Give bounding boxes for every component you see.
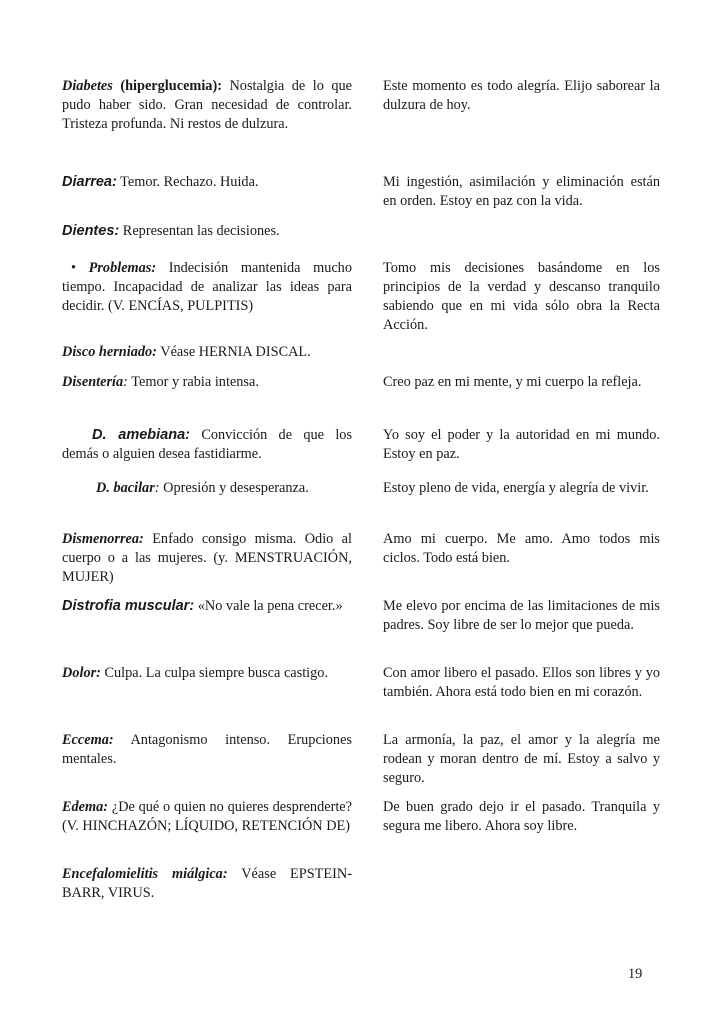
entry-cause-text: Véase EPSTEIN-BARR, VIRUS.: [62, 866, 353, 901]
entry-term: Distrofia muscular:: [62, 598, 195, 614]
entry-cause-text: Convicción de que los demás o alguien desea fastidiarme.: [62, 427, 353, 462]
entry-term: D. bacilar: [96, 480, 155, 496]
entry-term: Disentería: [62, 374, 124, 390]
entry-cause: [62, 222, 382, 241]
entry-cause-text: Culpa. La culpa siempre busca castigo.: [104, 665, 329, 681]
entry-term: Edema:: [62, 799, 109, 815]
entry-cause: [62, 731, 352, 769]
entry-term-colon: :: [123, 374, 128, 390]
entry-affirmation: Amo mi cuerpo. Me amo. Amo todos mis ciclos. Todo está bien.: [383, 531, 660, 566]
entry-term: Diabetes: [62, 78, 113, 94]
entry-cause-text: Temor. Rechazo. Huida.: [120, 174, 259, 190]
entry-cause: [62, 798, 352, 836]
entry-term: Problemas:: [88, 260, 157, 276]
entry-affirmation: La armonía, la paz, el amor y la alegría me rodean y moran dentro de mí. Estoy a salvo y seguro.: [383, 732, 660, 786]
entry-term-colon: :: [154, 480, 160, 496]
entry-affirmation: Tomo mis decisiones basándome en los principios de la verdad y descanso tranquilo sabiendo que en mi vida sólo obra la Recta Acción.: [383, 260, 660, 333]
entry-term: Dientes:: [62, 223, 120, 239]
entry-term: Encefalomielitis miálgica:: [62, 866, 228, 882]
entry-term: D. amebiana:: [92, 427, 190, 443]
entry-cause: [62, 77, 352, 134]
entry-affirmation: Estoy pleno de vida, energía y alegría de vivir.: [383, 480, 649, 496]
bullet-icon: •: [71, 260, 77, 276]
entry-cause-text: Enfado consigo misma. Odio al cuerpo o a las mujeres. (y. MENSTRUACIÓN, MUJER): [62, 531, 353, 585]
entry-cause-text: ¿De qué o quien no quieres desprenderte? (V. HINCHAZÓN; LÍQUIDO, RETENCIÓN DE): [62, 799, 352, 834]
entry-cause-text: Representan las decisiones.: [122, 223, 280, 239]
entry-cause-text: Antagonismo intenso. Erupciones mentales.: [62, 732, 352, 767]
entry-cause-text: «No vale la pena crecer.»: [197, 598, 343, 614]
entry-cause: [62, 597, 352, 616]
entry-cause: [62, 479, 352, 498]
entry-term: Dolor:: [62, 665, 101, 681]
entry-cause-text: Véase HERNIA DISCAL.: [160, 344, 311, 360]
entry-term: Eccema:: [62, 732, 114, 748]
entry-cause-text: Nostalgia de lo que pudo haber sido. Gran necesidad de controlar. Tristeza profunda. Ni restos de dulzura.: [62, 78, 353, 132]
entry-cause: [62, 865, 352, 903]
entry-affirmation: Yo soy el poder y la autoridad en mi mundo. Estoy en paz.: [383, 427, 660, 462]
entry-cause: [62, 530, 352, 587]
entry-affirmation: Este momento es todo alegría. Elijo saborear la dulzura de hoy.: [383, 78, 660, 113]
entry-affirmation: Me elevo por encima de las limitaciones de mis padres. Soy libre de ser lo mejor que pueda.: [383, 598, 660, 633]
entry-cause: [62, 173, 352, 192]
entry-term: Dismenorrea:: [62, 531, 144, 547]
entry-affirmation: De buen grado dejo ir el pasado. Tranquila y segura me libero. Ahora soy libre.: [383, 799, 660, 834]
entry-cause-text: Temor y rabia intensa.: [131, 374, 259, 390]
entry-term: Disco herniado:: [62, 344, 157, 360]
entry-cause: [62, 259, 352, 316]
entry-cause-text: Indecisión mantenida mucho tiempo. Incapacidad de analizar las ideas para decidir. (V. ENCÍAS, PULPITIS): [62, 260, 352, 314]
page-number: 19: [628, 966, 643, 982]
entry-cause: [62, 343, 382, 362]
entry-cause: [62, 373, 352, 392]
entry-cause-text: Opresión y desesperanza.: [163, 480, 309, 496]
entry-affirmation: Mi ingestión, asimilación y eliminación están en orden. Estoy en paz con la vida.: [383, 174, 660, 209]
entry-term: Diarrea:: [62, 174, 117, 190]
entry-affirmation: Creo paz en mi mente, y mi cuerpo la refleja.: [383, 374, 642, 390]
entry-cause: [62, 664, 352, 683]
entry-affirmation: Con amor libero el pasado. Ellos son libres y yo también. Ahora está todo bien en mi corazón.: [383, 665, 660, 700]
entry-term-paren: (hiperglucemia):: [120, 78, 222, 94]
entry-cause: [62, 426, 352, 464]
